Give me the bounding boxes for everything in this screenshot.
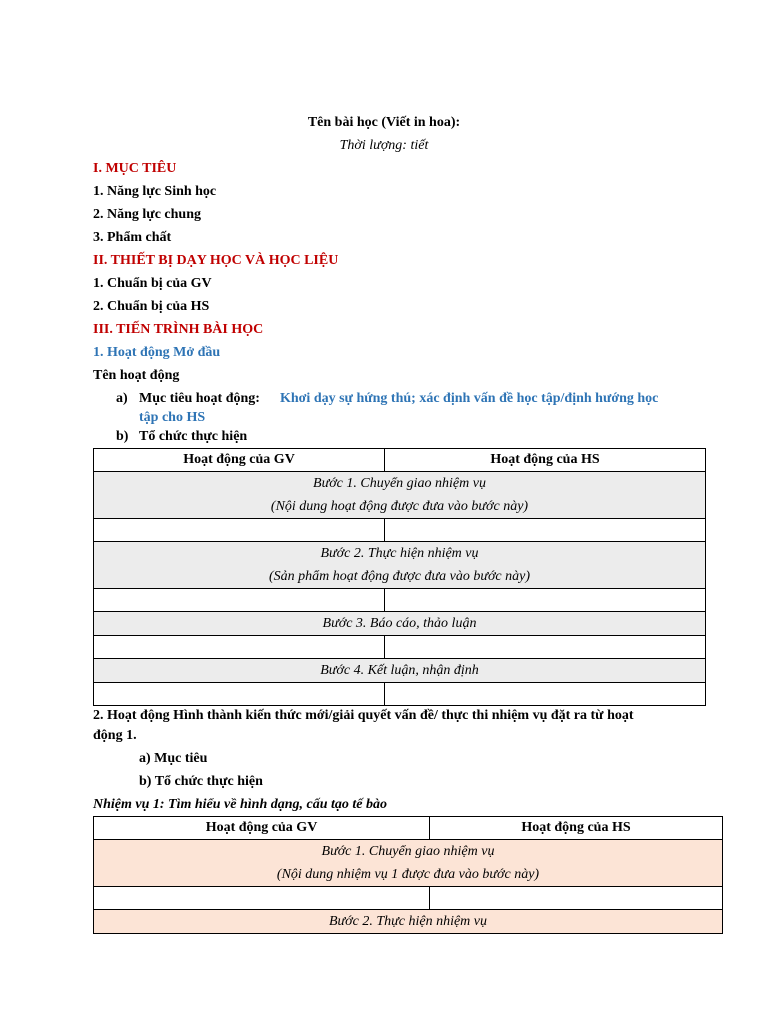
column-header-hs: Hoạt động của HS xyxy=(430,817,723,840)
section-1-item: 1. Năng lực Sinh học xyxy=(93,184,217,199)
step-2-label: Bước 2. Thực hiện nhiệm vụ xyxy=(320,546,479,561)
gv-cell[interactable] xyxy=(94,636,385,659)
activity-2-heading: 2. Hoạt động Hình thành kiến thức mới/giải quyết vấn đề/ thực thi nhiệm vụ đặt ra từ hoạt xyxy=(93,708,634,723)
step-3-row xyxy=(94,612,706,636)
gv-cell[interactable] xyxy=(94,519,385,542)
goal-text: Khơi dạy sự hứng thú; xác định vấn đề học tập/định hướng học xyxy=(280,391,659,406)
hs-cell[interactable] xyxy=(385,519,706,542)
section-1-heading: I. MỤC TIÊU xyxy=(93,161,177,176)
step-2-row xyxy=(94,910,723,934)
step-2-label: Bước 2. Thực hiện nhiệm vụ xyxy=(328,914,488,929)
step-1-label: Bước 1. Chuyển giao nhiệm vụ xyxy=(321,844,495,859)
section-2-heading: II. THIẾT BỊ DẠY HỌC VÀ HỌC LIỆU xyxy=(93,253,339,268)
step-1-row xyxy=(94,472,706,519)
gv-cell[interactable] xyxy=(94,589,385,612)
column-header-gv: Hoạt động của GV xyxy=(94,449,385,472)
step-2-note: (Sản phẩm hoạt động được đưa vào bước này) xyxy=(268,569,531,584)
section-2-item: 2. Chuẩn bị của HS xyxy=(93,299,210,314)
goal-text-continued: tập cho HS xyxy=(139,410,206,425)
activity-2-goal: a) Mục tiêu xyxy=(139,751,208,766)
activity-2-heading-continued: động 1. xyxy=(93,728,137,743)
step-2-row xyxy=(94,542,706,589)
activity-1-table xyxy=(93,448,706,706)
section-1-item: 2. Năng lực chung xyxy=(93,207,201,222)
task-1-table xyxy=(93,816,723,934)
step-4-label: Bước 4. Kết luận, nhận định xyxy=(320,663,479,678)
step-1-note: (Nội dung nhiệm vụ 1 được đưa vào bước này) xyxy=(276,867,540,882)
step-4-row xyxy=(94,659,706,683)
gv-cell[interactable] xyxy=(94,683,385,706)
activity-name-label: Tên hoạt động xyxy=(93,368,180,383)
lesson-duration: Thời lượng: tiết xyxy=(339,138,429,153)
step-1-label: Bước 1. Chuyển giao nhiệm vụ xyxy=(313,476,486,491)
hs-cell[interactable] xyxy=(385,589,706,612)
step-1-row xyxy=(94,840,723,887)
section-3-heading: III. TIẾN TRÌNH BÀI HỌC xyxy=(93,322,264,337)
column-header-gv: Hoạt động của GV xyxy=(94,817,430,840)
step-3-label: Bước 3. Báo cáo, thảo luận xyxy=(322,616,477,631)
section-1-item: 3. Phẩm chất xyxy=(93,230,172,245)
org-label: Tổ chức thực hiện xyxy=(139,429,248,444)
activity-1-heading: 1. Hoạt động Mở đầu xyxy=(93,345,221,360)
column-header-hs: Hoạt động của HS xyxy=(385,449,706,472)
lesson-title: Tên bài học (Viết in hoa): xyxy=(307,115,461,130)
goal-label: Mục tiêu hoạt động: xyxy=(139,391,260,406)
activity-2-org: b) Tổ chức thực hiện xyxy=(139,774,263,789)
hs-cell[interactable] xyxy=(430,887,723,910)
gv-cell[interactable] xyxy=(94,887,430,910)
hs-cell[interactable] xyxy=(385,683,706,706)
goal-marker: a) xyxy=(116,391,128,406)
section-2-item: 1. Chuẩn bị của GV xyxy=(93,276,212,291)
hs-cell[interactable] xyxy=(385,636,706,659)
step-1-note: (Nội dung hoạt động được đưa vào bước này) xyxy=(270,499,529,514)
task-1-heading: Nhiệm vụ 1: Tìm hiểu về hình dạng, cấu tạo tế bào xyxy=(93,797,388,812)
org-marker: b) xyxy=(116,429,129,444)
